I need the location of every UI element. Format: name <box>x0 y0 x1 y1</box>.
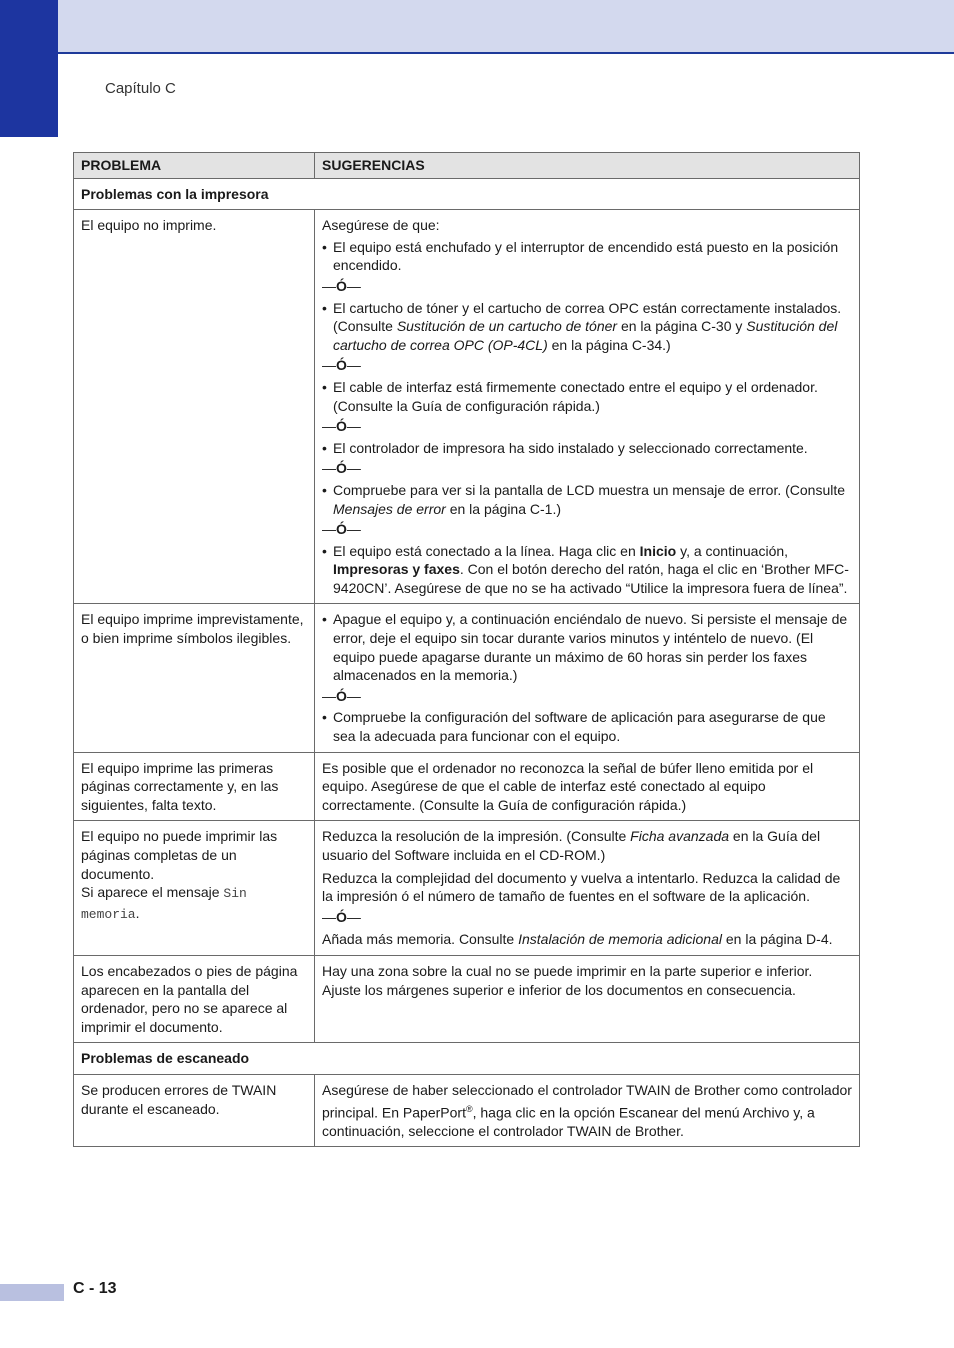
or-separator: —Ó— <box>322 418 361 435</box>
suggestion-paragraph: Reduzca la resolución de la impresión. (Consulte Ficha avanzada en la Guía del usuario del Software incluida en el CD-ROM.) <box>322 828 821 863</box>
column-header-problem: PROBLEMA <box>74 153 315 179</box>
table-header-row <box>74 153 860 179</box>
table-row <box>74 604 860 752</box>
section-title-printer: Problemas con la impresora <box>74 178 860 210</box>
or-separator: —Ó— <box>322 277 361 294</box>
error-message-code: Sin memoria <box>81 886 247 922</box>
footer-bar <box>0 1284 64 1301</box>
chapter-side-tab <box>0 0 58 137</box>
or-separator: —Ó— <box>322 521 361 538</box>
table-row <box>74 752 860 821</box>
section-title-scan: Problemas de escaneado <box>74 1043 860 1075</box>
section-row <box>74 178 860 210</box>
problem-cell: Se producen errores de TWAIN durante el escaneado. <box>74 1074 315 1146</box>
list-item: • Compruebe la configuración del software de aplicación para asegurarse de que sea la adecuada para funcionar con el equipo. <box>322 709 826 745</box>
table-row <box>74 210 860 604</box>
page-number: C - 13 <box>73 1280 117 1297</box>
list-item: • El controlador de impresora ha sido instalado y seleccionado correctamente. <box>322 439 808 456</box>
intro-text: Asegúrese de que: <box>322 217 440 234</box>
header-band <box>0 0 954 54</box>
suggestion-paragraph: Añada más memoria. Consulte Instalación de memoria adicional en la página D-4. <box>322 931 833 948</box>
list-item: • El cartucho de tóner y el cartucho de correa OPC están correctamente instalados. (Consulte Sustitución de un cartucho de tóner en la página C-30 y Sustitución del cartucho de correa OPC (OP-4CL) en la página C-34.) <box>322 299 842 353</box>
or-separator: —Ó— <box>322 460 361 477</box>
or-separator: —Ó— <box>322 357 361 374</box>
suggestion-paragraph: Reduzca la complejidad del documento y vuelva a intentarlo. Reduzca la calidad de la impresión ó el número de tamaño de fuentes en el software de la aplicación. <box>322 869 841 905</box>
suggestion-cell: Es posible que el ordenador no reconozca la señal de búfer lleno emitida por el equipo. Asegúrese de que el cable de interfaz esté conectado al equipo correctamente. (Consulte la Guía de configuración rápida.) <box>315 752 860 821</box>
troubleshooting-table <box>73 152 860 1147</box>
problem-cell: Los encabezados o pies de página aparecen en la pantalla del ordenador, pero no se aparece al imprimir el documento. <box>74 955 315 1042</box>
table-row <box>74 955 860 1042</box>
list-item: • El equipo está conectado a la línea. Haga clic en Inicio y, a continuación, Impresoras y faxes. Con el botón derecho del ratón, haga el clic en ‘Brother MFC-9420CN’. Asegúrese de que no se ha activado “Utilice la impresora fuera de línea”. <box>322 542 849 596</box>
suggestion-cell <box>315 210 860 604</box>
table-row <box>74 1074 860 1146</box>
list-item: • El equipo está enchufado y el interruptor de encendido está puesto en la posición encendido. <box>322 238 839 274</box>
table-row <box>74 821 860 956</box>
problem-cell: El equipo no puede imprimir las páginas completas de un documento. Si aparece el mensaje Sin memoria. <box>74 821 315 956</box>
problem-cell: El equipo imprime las primeras páginas correctamente y, en las siguientes, falta texto. <box>74 752 315 821</box>
suggestion-cell <box>315 604 860 752</box>
suggestion-cell: Hay una zona sobre la cual no se puede imprimir en la parte superior e inferior. Ajuste los márgenes superior e inferior de los documentos en consecuencia. <box>315 955 860 1042</box>
suggestion-cell: Asegúrese de haber seleccionado el controlador TWAIN de Brother como controlador principal. En PaperPort®, haga clic en la opción Escanear del menú Archivo y, a continuación, seleccione el controlador TWAIN de Brother. <box>315 1074 860 1146</box>
or-separator: —Ó— <box>322 908 361 925</box>
suggestion-cell <box>315 821 860 956</box>
list-item: • Apague el equipo y, a continuación enciéndalo de nuevo. Si persiste el mensaje de error, deje el equipo sin tocar durante varios minutos y inténtelo de nuevo. (El equipo puede apagarse durante un máximo de 60 horas sin perder los faxes almacenados en la memoria.) <box>322 611 848 684</box>
list-item: • El cable de interfaz está firmemente conectado entre el equipo y el ordenador. (Consulte la Guía de configuración rápida.) <box>322 378 818 414</box>
chapter-label: Capítulo C <box>105 80 176 97</box>
problem-cell: El equipo no imprime. <box>74 210 315 604</box>
problem-cell: El equipo imprime imprevistamente, o bien imprime símbolos ilegibles. <box>74 604 315 752</box>
section-row <box>74 1043 860 1075</box>
list-item: • Compruebe para ver si la pantalla de LCD muestra un mensaje de error. (Consulte Mensajes de error en la página C-1.) <box>322 481 846 517</box>
column-header-suggestions: SUGERENCIAS <box>315 153 860 179</box>
or-separator: —Ó— <box>322 687 361 704</box>
